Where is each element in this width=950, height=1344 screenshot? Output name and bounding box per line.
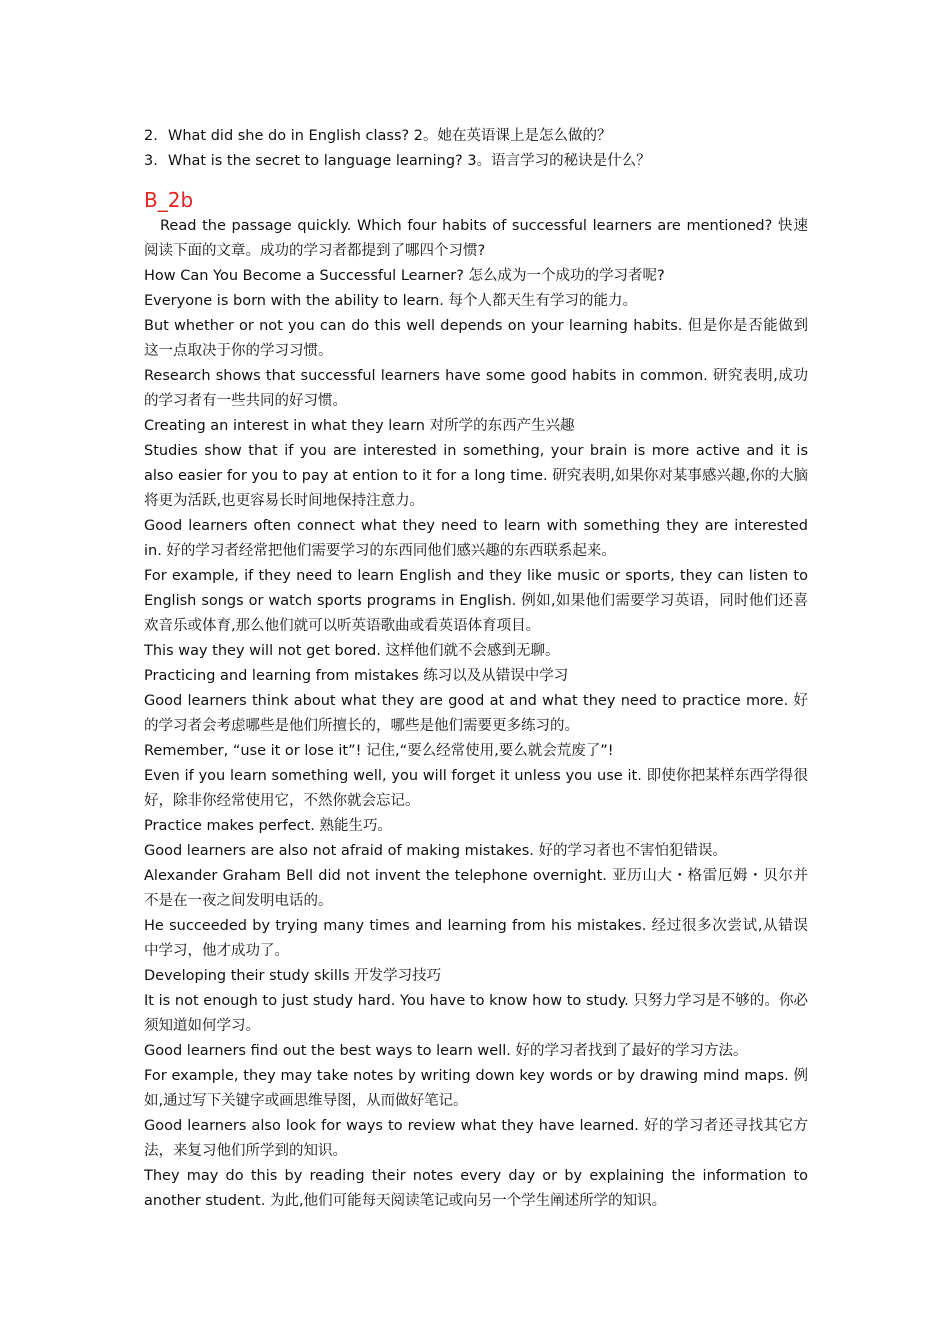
paragraph: This way they will not get bored. 这样他们就不会感到无聊。: [144, 643, 560, 659]
paragraph: Alexander Graham Bell did not invent the telephone overnight. 亚历山大・格雷厄姆・贝尔并不是在一夜之间发明电话的。: [144, 868, 808, 909]
paragraph: Good learners also look for ways to review what they have learned. 好的学习者还寻找其它方法，来复习他们所学到的知识。: [144, 1118, 808, 1159]
paragraph: Even if you learn something well, you will forget it unless you use it. 即使你把某样东西学得很好，除非你经常使用它，不然你就会忘记。: [144, 768, 808, 809]
section-heading: B_2b: [144, 188, 194, 212]
paragraph: Remember, “use it or lose it”! 记住,“要么经常使用,要么就会荒废了”!: [144, 743, 614, 759]
question-number: 2.: [144, 128, 158, 144]
question-number: 3.: [144, 153, 158, 169]
paragraph: But whether or not you can do this well depends on your learning habits. 但是你是否能做到这一点取决于你的学习习惯。: [144, 318, 808, 359]
passage-title: How Can You Become a Successful Learner? 怎么成为一个成功的学习者呢?: [144, 268, 665, 284]
paragraph: They may do this by reading their notes every day or by explaining the information to another student. 为此,他们可能每天阅读笔记或向另一个学生阐述所学的知识。: [144, 1168, 808, 1209]
instruction-paragraph: Read the passage quickly. Which four habits of successful learners are mentioned? 快速阅读下面的文章。成功的学习者都提到了哪四个习惯?: [144, 218, 808, 259]
paragraph: For example, they may take notes by writing down key words or by drawing mind maps. 例如,通过写下关键字或画思维导图，从而做好笔记。: [144, 1068, 808, 1109]
paragraph: Good learners think about what they are good at and what they need to practice more. 好的学习者会考虑哪些是他们所擅长的，哪些是他们需要更多练习的。: [144, 693, 808, 734]
paragraph: He succeeded by trying many times and learning from his mistakes. 经过很多次尝试,从错误中学习，他才成功了。: [144, 918, 808, 959]
question-item: [144, 149, 808, 174]
paragraph: Good learners often connect what they need to learn with something they are interested in. 好的学习者经常把他们需要学习的东西同他们感兴趣的东西联系起来。: [144, 518, 808, 559]
subheading: Practicing and learning from mistakes 练习以及从错误中学习: [144, 668, 569, 684]
paragraph: Studies show that if you are interested in something, your brain is more active and it is also easier for you to pay at ention to it for a long time. 研究表明,如果你对某事感兴趣,你的大脑将更为活跃,也更容易长时间地保持注意力。: [144, 443, 808, 509]
paragraph: For example, if they need to learn English and they like music or sports, they can listen to English songs or watch sports programs in English. 例如,如果他们需要学习英语，同时他们还喜欢音乐或体育,那么他们就可以听英语歌曲或看英语体育项目。: [144, 568, 808, 634]
paragraph: Everyone is born with the ability to learn. 每个人都天生有学习的能力。: [144, 293, 638, 309]
question-item: [144, 124, 808, 149]
subheading: Developing their study skills 开发学习技巧: [144, 968, 442, 984]
paragraph: Practice makes perfect. 熟能生巧。: [144, 818, 392, 834]
subheading: Creating an interest in what they learn 对所学的东西产生兴趣: [144, 418, 575, 434]
question-text: What is the secret to language learning? 3。语言学习的秘诀是什么？: [168, 153, 651, 169]
question-text: What did she do in English class? 2。她在英语课上是怎么做的？: [168, 128, 612, 144]
paragraph: Good learners are also not afraid of making mistakes. 好的学习者也不害怕犯错误。: [144, 843, 727, 859]
paragraph: It is not enough to just study hard. You have to know how to study. 只努力学习是不够的。你必须知道如何学习。: [144, 993, 808, 1034]
document-page: [144, 124, 808, 1214]
paragraph: Good learners find out the best ways to learn well. 好的学习者找到了最好的学习方法。: [144, 1043, 748, 1059]
paragraph: Research shows that successful learners have some good habits in common. 研究表明,成功的学习者有一些共同的好习惯。: [144, 368, 808, 409]
